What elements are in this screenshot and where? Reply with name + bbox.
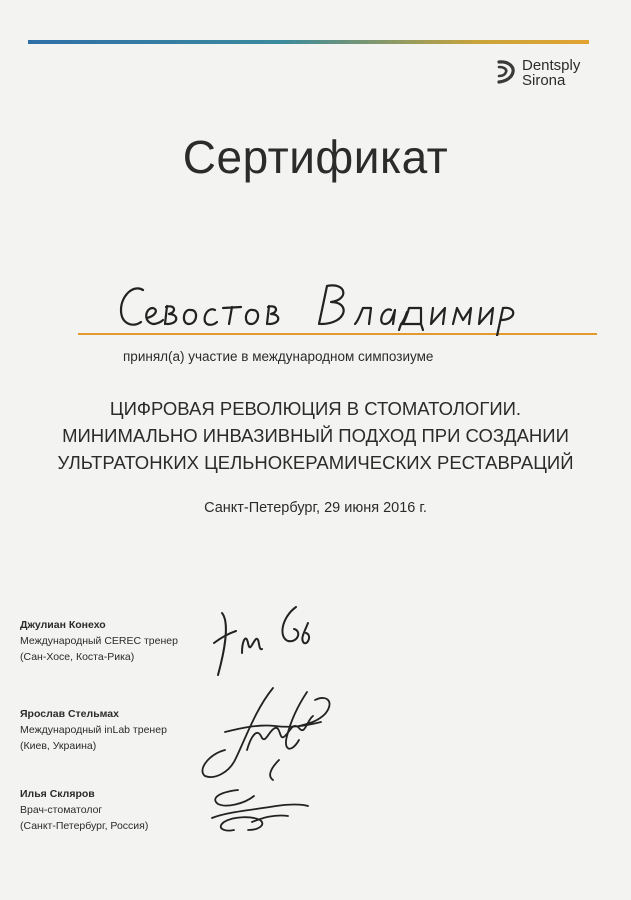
certificate-title: Сертификат	[182, 131, 449, 183]
brand-wordmark	[522, 58, 580, 88]
signer-location: (Санкт-Петербург, Россия)	[20, 820, 149, 832]
signer-name: Ярослав Стельмах	[20, 708, 119, 720]
signature-1	[208, 603, 318, 683]
signer-block	[20, 617, 178, 665]
signer-block	[20, 786, 148, 834]
top-accent-bar	[28, 40, 589, 44]
signature-2	[195, 680, 345, 790]
event-title-line: МИНИМАЛЬНО ИНВАЗИВНЫЙ ПОДХОД ПРИ СОЗДАНИИ	[62, 425, 569, 446]
signer-role: Международный CEREC тренер	[20, 635, 178, 647]
dentsply-sirona-logo-icon	[495, 59, 517, 85]
event-title-line: УЛЬТРАТОНКИХ ЦЕЛЬНОКЕРАМИЧЕСКИХ РЕСТАВРАЦИЙ	[57, 452, 574, 473]
signer-name: Джулиан Конехо	[20, 619, 106, 631]
signer-name: Илья Скляров	[20, 788, 95, 800]
event-title	[0, 395, 631, 476]
brand-line-2: Sirona	[522, 72, 566, 89]
place-and-date: Санкт-Петербург, 29 июня 2016 г.	[204, 500, 427, 516]
signer-role: Международный inLab тренер	[20, 724, 167, 736]
signature-3	[204, 782, 314, 842]
event-title-line: ЦИФРОВАЯ РЕВОЛЮЦИЯ В СТОМАТОЛОГИИ.	[109, 398, 522, 419]
brand-logo	[495, 56, 605, 96]
signer-block	[20, 706, 167, 754]
brand-line-1: Dentsply	[522, 57, 581, 74]
signer-location: (Киев, Украина)	[20, 740, 97, 752]
signer-role: Врач-стоматолог	[20, 804, 103, 816]
participation-text: принял(а) участие в международном симпозиуме	[123, 349, 434, 364]
signer-location: (Сан-Хосе, Коста-Рика)	[20, 651, 135, 663]
recipient-handwritten-name	[115, 276, 545, 336]
